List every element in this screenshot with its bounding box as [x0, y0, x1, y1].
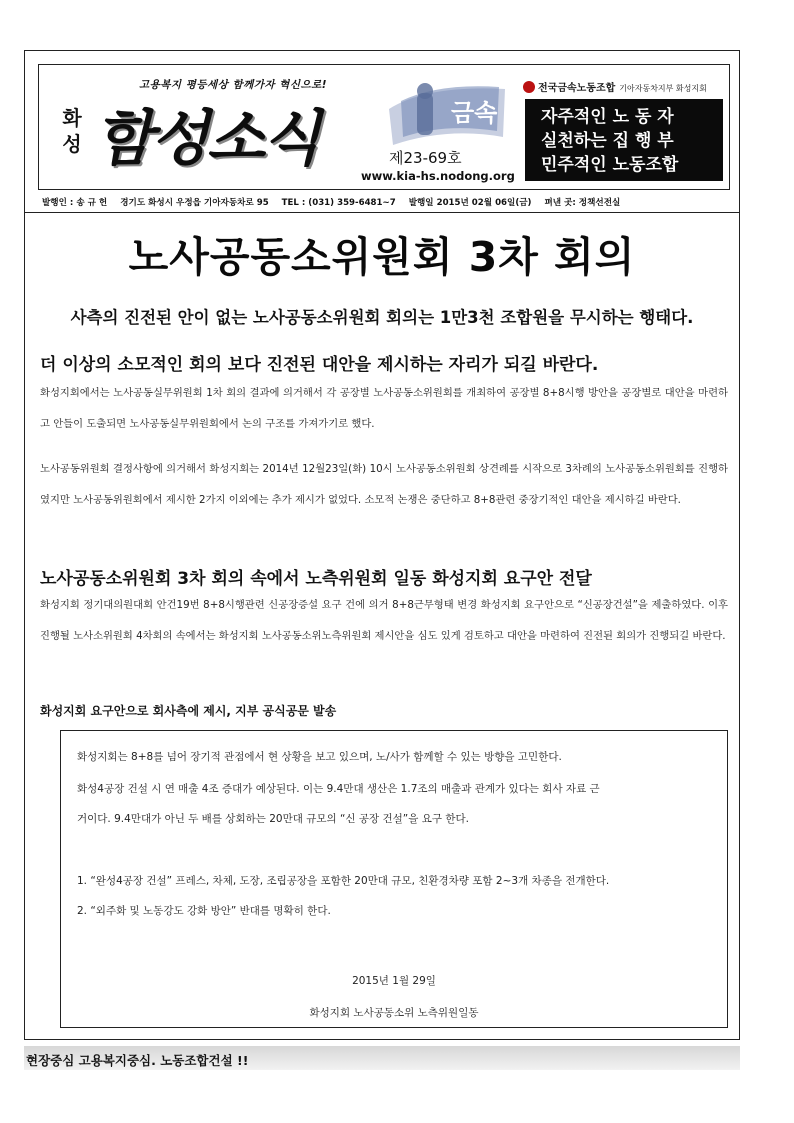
- masthead: [38, 64, 730, 190]
- address: 경기도 화성시 우정읍 기아자동차로 95: [120, 198, 269, 208]
- masthead-slogan: 고용복지 평등세상 함께가자 혁신으로!: [139, 79, 328, 91]
- paragraph: 화성지회 정기대의원대회 안건19번 8+8시행관련 신공장증설 요구 건에 의거 8+8근무형태 변경 화성지회 요구안으로 “신공장건설”을 제출하였다. 이후 진행될 노사소위원회 4차회의 속에서는 화성지회 노사공동소위노측위원회 제시안을 심도 있게 검토하고 대안을 마련하여 진전된 회의가 진행되길 바란다.: [40, 599, 728, 642]
- footer-slogan: 현장중심 고용복지중심. 노동조합건설 !!: [26, 1053, 249, 1068]
- footer-band: [24, 1046, 740, 1070]
- list-item: 1. “완성4공장 건설” 프레스, 차체, 도장, 조립공장을 포함한 20만대 규모, 친환경차량 포함 2~3개 차종을 전개한다.: [77, 875, 610, 887]
- motto-box: [525, 99, 723, 181]
- paragraph: 화성지회에서는 노사공동실무위원회 1차 회의 결과에 의거해서 각 공장별 노사공동소위원회를 개최하여 공장별 8+8시행 방안을 공장별로 대안을 마련하고 안들이 도출되면 노사공동실무위원회에서 논의 구조를 가져가기로 했다.: [40, 387, 728, 430]
- publication-info: [42, 196, 732, 208]
- box-date: 2015년 1월 29일: [352, 975, 436, 987]
- phone: TEL : (031) 359-6481~7: [281, 198, 396, 208]
- union-name: 전국금속노동조합 기아자동차지부 화성지회: [523, 79, 707, 94]
- minor-title: 화성지회 요구안으로 회사측에 제시, 지부 공식공문 발송: [40, 704, 337, 718]
- box-text: 거이다. 9.4만대가 아닌 두 배를 상회하는 20만대 규모의 “신 공장 건설”을 요구 한다.: [77, 813, 469, 825]
- newsletter-title: 함성소식: [95, 104, 319, 174]
- paragraph: 노사공동위원회 결정사항에 의거해서 화성지회는 2014년 12월23일(화) 10시 노사공동소위원회 상견례를 시작으로 3차례의 노사공동소위원회를 진행하였지만 노사공동위원회에서 제시한 2가지 이외에는 추가 제시가 없었다. 소모적 논쟁은 중단하고 8+8관련 중장기적인 대안을 제시하길 바란다.: [40, 463, 728, 506]
- publisher: 발행인 : 송 규 헌: [42, 198, 108, 208]
- subheadline: 사측의 진전된 안이 없는 노사공동소위원회 회의는 1만3천 조합원을 무시하는 행태다.: [70, 308, 694, 327]
- box-text: 화성지회는 8+8를 넘어 장기적 관점에서 현 상황을 보고 있으며, 노/사가 함께할 수 있는 방향을 고민한다.: [77, 751, 562, 763]
- motto-line: 민주적인 노동조합: [541, 155, 679, 175]
- divider: [24, 212, 740, 213]
- website-link[interactable]: www.kia-hs.nodong.org: [361, 169, 515, 183]
- section-title: 더 이상의 소모적인 회의 보다 진전된 대안을 제시하는 자리가 되길 바란다.: [40, 355, 599, 375]
- headline: 노사공동소위원회 3차 회의: [128, 233, 636, 281]
- box-signature: 화성지회 노사공동소위 노측위원일동: [309, 1007, 479, 1019]
- emblem-text: 금속: [451, 99, 498, 127]
- list-item: 2. “외주화 및 노동강도 강화 방안” 반대를 명확히 한다.: [77, 905, 331, 917]
- section-title: 노사공동소위원회 3차 회의 속에서 노측위원회 일동 화성지회 요구안 전달: [40, 569, 592, 589]
- union-emblem-icon: [387, 79, 507, 153]
- motto-line: 실천하는 집 행 부: [541, 131, 674, 151]
- issuing-office: 펴낸 곳: 정책선전실: [544, 198, 621, 208]
- motto-line: 자주적인 노 동 자: [541, 107, 674, 127]
- union-logo-icon: [523, 81, 535, 93]
- issue-number: 제23-69호: [389, 149, 462, 167]
- publish-date: 발행일 2015년 02월 06일(금): [408, 198, 532, 208]
- box-text: 화성4공장 건설 시 연 매출 4조 증대가 예상된다. 이는 9.4만대 생산은 1.7조의 매출과 관계가 있다는 회사 자료 근: [77, 783, 600, 795]
- masthead-region: 화 성: [62, 106, 82, 156]
- demand-box: [60, 730, 728, 1028]
